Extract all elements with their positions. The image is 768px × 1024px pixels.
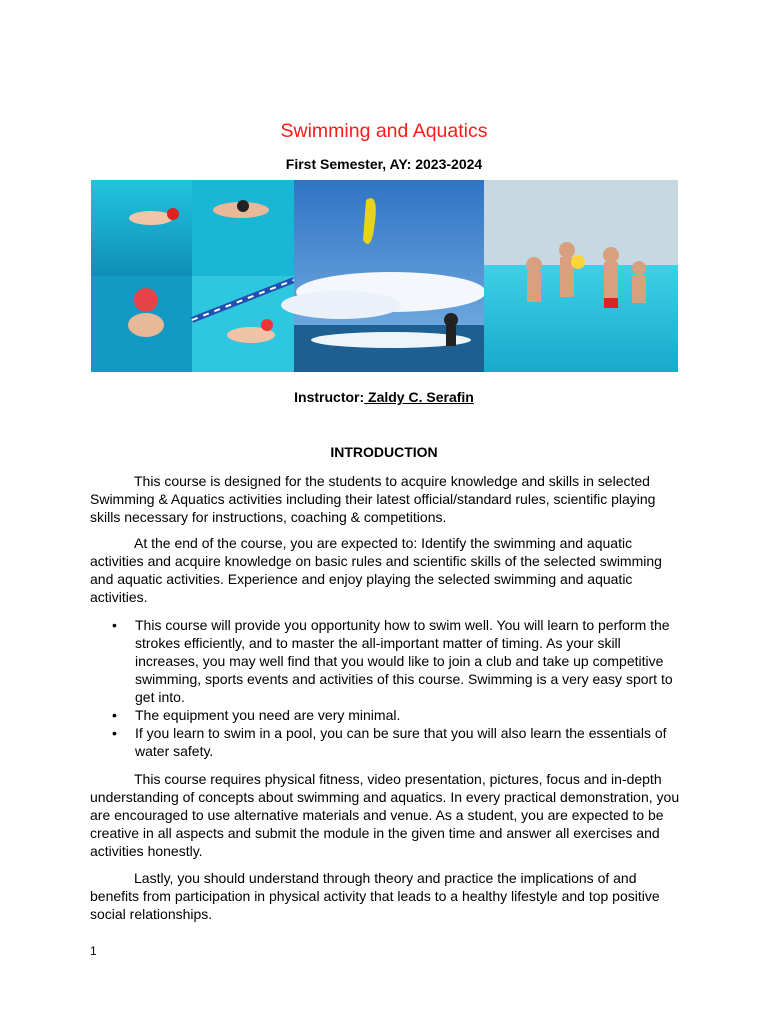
pool-game-photo [484, 180, 678, 372]
intro-paragraph-1 [90, 472, 680, 534]
kitesurfer-photo [281, 180, 486, 372]
document-title: Swimming and Aquatics [280, 120, 488, 142]
document-subtitle: First Semester, AY: 2023-2024 [285, 156, 483, 172]
paragraph-text: Lastly, you should understand through theory and practice the implications of and benefits from participation in physical activity that leads to a healthy lifestyle and top positive social relationships. [90, 870, 660, 922]
page-number: 1 [90, 944, 97, 958]
paragraph-text: This course requires physical fitness, video presentation, pictures, focus and in-depth understanding of concepts about swimming and aquatics. In every practical demonstration, you are encouraged to use alternative materials and venue. As a student, you are expected to be creative in all aspects and submit the module in the given time and answer all exercises and activities honestly. [90, 771, 680, 859]
instructor-line [0, 389, 768, 405]
list-item-text: This course will provide you opportunity how to swim well. You will learn to perform the strokes efficiently, and to master the all-important matter of timing. As your skill increases, you may well find that you would like to join a club and take up competitive swimming, sports events and activities of this course. Swimming is a very easy sport to get into. [135, 617, 673, 705]
instructor-name: Zaldy C. Serafin [364, 389, 474, 405]
bullet-list [90, 616, 680, 760]
introduction-heading: INTRODUCTION [330, 444, 438, 460]
bullet-icon: • [112, 707, 117, 723]
list-item [90, 724, 680, 760]
list-item [90, 616, 680, 706]
paragraph-text: At the end of the course, you are expected to: Identify the swimming and aquatic activities and acquire knowledge on basic rules and scientific skills of the selected swimming and aquatic activities. Experience and enjoy playing the selected swimming and aquatic activities. [90, 535, 662, 605]
intro-paragraph-4 [90, 869, 680, 931]
bullet-icon: • [112, 725, 117, 741]
list-item-text: If you learn to swim in a pool, you can be sure that you will also learn the essentials of water safety. [135, 725, 667, 759]
banner-image [91, 180, 678, 372]
list-item-text: The equipment you need are very minimal. [135, 707, 401, 723]
swimmers-collage [91, 180, 294, 372]
instructor-label: Instructor: [294, 389, 365, 405]
paragraph-text: This course is designed for the students to acquire knowledge and skills in selected Swimming & Aquatics activities including their latest official/standard rules, scientific playing skills necessary for instructions, coaching & competitions. [90, 473, 656, 525]
intro-paragraph-3 [90, 770, 680, 868]
intro-paragraph-2 [90, 534, 680, 614]
list-item [90, 706, 680, 724]
bullet-icon: • [112, 617, 117, 633]
